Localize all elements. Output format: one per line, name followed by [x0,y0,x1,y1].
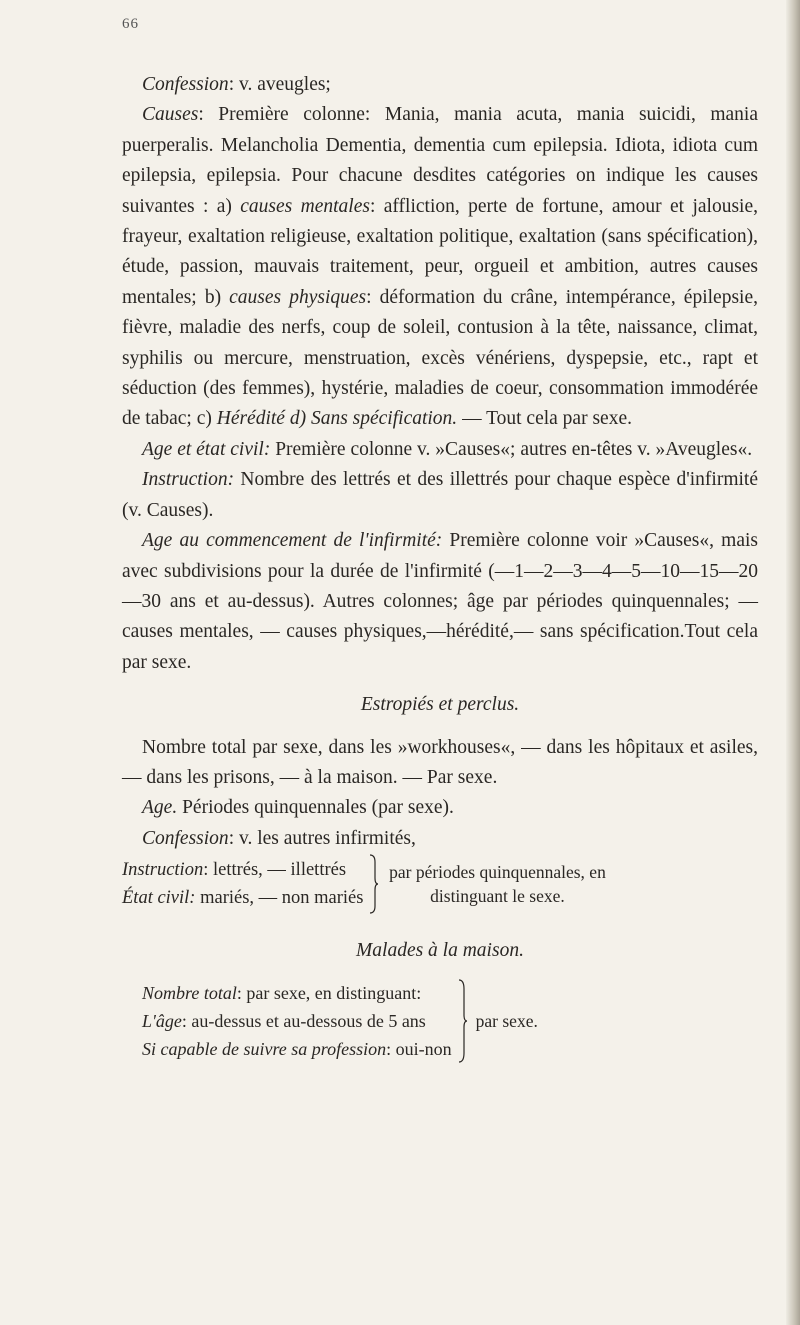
brace-group-lines [142,979,452,1063]
paragraph-text: : lettrés, — illettrés [203,860,347,881]
line-capable [142,1035,452,1063]
paragraph-age-etat [122,435,758,465]
term-label: Si capable de suivre sa profession [142,1038,387,1059]
paragraph-text: : v. aveugles; [228,74,331,95]
term-label: Causes [142,104,199,126]
right-brace-icon [458,979,468,1063]
paragraph-confession-estropies [122,824,758,854]
brace-note: par périodes quinquennales, en distinguant le sexe. [389,862,606,907]
section-heading-malades: Malades à la maison. [356,940,524,962]
line-instruction [122,856,363,884]
paragraph-text: mariés, — non mariés [195,888,364,909]
line-age [142,1007,452,1035]
right-brace-icon [369,854,379,914]
paragraph-text: Première colonne v. »Causes«; autres en-têtes v. »Aveugles«. [270,438,753,460]
paragraph-text: : affliction, perte de fortune, amour et jalousie, frayeur, exaltation religieuse, exaltation politique, exaltation (sans spécification), étude, passion, mauvais traitement, peur, orgueil et ambition, autres causes mentales; b) [122,195,758,308]
paragraph-age-commencement [122,526,758,678]
paragraph-text: : Première colonne: Mania, mania acuta, mania suicidi, mania puerperalis. Melancholia Dementia, dementia cum epilepsia. Idiota, idiota cum epilepsia, epilepsia. Pour chacune desdites catégories on indique les causes suivantes : a) [122,104,758,217]
paragraph-text: : déformation du crâne, intempérance, épilepsie, fièvre, maladie des nerfs, coup de soleil, contusion à la tête, naissance, climat, syphilis ou mercure, menstruation, excès vénériens, dyspepsie, etc., rapt et séduction (des femmes), hystérie, maladies de coeur, consommation immodérée de tabac; c) [122,286,758,430]
paragraph-text: — Tout cela par sexe. [457,408,632,430]
paragraph-confession [122,70,758,100]
term-label: Confession [142,74,229,95]
term-label: causes physiques [229,286,367,308]
page-text [122,70,758,1063]
term-label: Age au commencement de l'infirmité: [142,530,443,552]
section-heading-estropies: Estropiés et perclus. [360,694,520,716]
brace-group-instruction-etat [122,854,758,914]
paragraph-causes [122,100,758,434]
term-label: Hérédité d) Sans spécification. [216,408,458,430]
brace-group-lines [122,856,363,912]
term-label: Confession [142,827,229,849]
paragraph-text: : par sexe, en distinguant: [236,982,422,1003]
term-label: Instruction [122,860,204,881]
page-number: 66 [122,16,139,32]
paragraph-text: : oui-non [386,1038,452,1059]
brace-note: par sexe. [475,1010,538,1031]
paragraph-text: Première colonne voir »Causes«, mais avec subdivisions pour la durée de l'infirmité (—1—2—3—4—5—10—15—20—30 ans et au-dessus). Autres colonnes; âge par périodes quinquennales; — causes mentales, — causes physiques,—hérédité,— sans spécification.Tout cela par sexe. [122,530,758,673]
paragraph-text: Périodes quinquennales (par sexe). [177,797,454,819]
paragraph-age [122,793,758,823]
line-etat-civil [122,884,363,912]
term-label: Age. [142,797,178,819]
term-label: causes mentales [240,195,370,217]
term-label: L'âge [142,1010,182,1031]
term-label: État civil: [122,888,196,909]
term-label: Instruction: [142,469,235,491]
page-edge [786,0,800,1325]
brace-group-malades [142,979,758,1063]
term-label: Nombre total [142,982,237,1003]
paragraph-text: : v. les autres infirmités, [228,827,416,849]
paragraph-nombre-total: Nombre total par sexe, dans les »workhouses«, — dans les hôpitaux et asiles, — dans les prisons, — à la maison. — Par sexe. [122,736,758,788]
paragraph-text: Nombre des lettrés et des illettrés pour chaque espèce d'infirmité (v. Causes). [122,469,758,521]
paragraph-text: : au-dessus et au-dessous de 5 ans [181,1010,426,1031]
paragraph-instruction [122,465,758,526]
line-nombre-total [142,979,452,1007]
term-label: Age et état civil: [142,438,271,460]
